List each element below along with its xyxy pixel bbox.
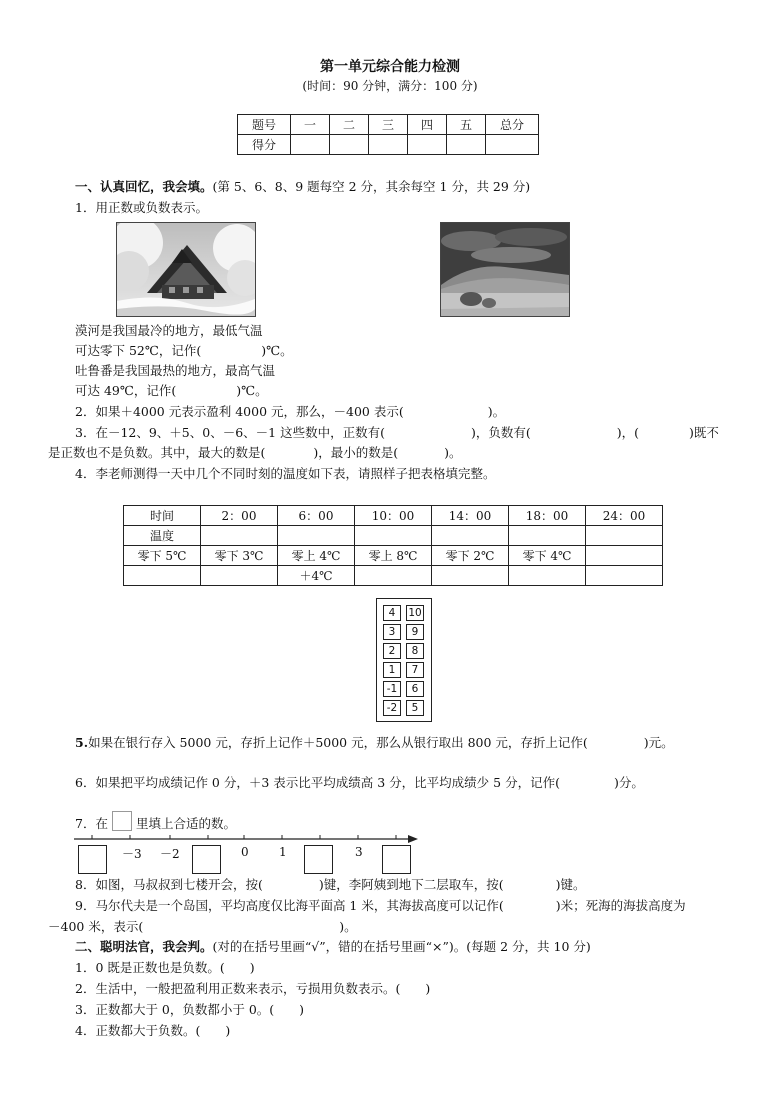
question-8-end: )键。 [555, 877, 586, 892]
score-cell: 总分 [486, 115, 539, 135]
score-cell: 得分 [238, 135, 291, 155]
number-line-label: 1 [279, 845, 287, 859]
question-5-number: 5. [75, 735, 89, 750]
score-cell [369, 135, 408, 155]
question-5 [75, 734, 674, 752]
question-2-end: )。 [487, 404, 506, 419]
question-3-text: 3．在－12、9、＋5、0、－6、－1 这些数中，正数有( [75, 425, 385, 440]
elevator-button[interactable]: -2 [383, 700, 401, 716]
temperature-table [123, 505, 663, 586]
question-1-line-3: 吐鲁番是我国最热的地方，最高气温 [75, 363, 276, 378]
answer-cell[interactable] [509, 566, 586, 586]
question-9-text: 9．马尔代夫是一个岛国，平均高度仅比海平面高 1 米，其海拔高度可以记作( [75, 898, 504, 913]
table-cell: 24：00 [586, 506, 663, 526]
question-1-line-2 [75, 342, 293, 360]
score-cell: 四 [408, 115, 447, 135]
score-cell: 三 [369, 115, 408, 135]
elevator-button[interactable]: 7 [406, 662, 424, 678]
score-cell: 二 [330, 115, 369, 135]
temperature-label-row [124, 526, 663, 546]
question-3-zero-text: )，( [616, 425, 640, 440]
question-4-stem: 4．李老师测得一天中几个不同时刻的温度如下表，请照样子把表格填完整。 [75, 466, 496, 481]
score-cell [486, 135, 539, 155]
question-1-mohe-unit: )℃。 [261, 343, 293, 358]
question-1-turpan-unit: )℃。 [236, 383, 268, 398]
score-cell [291, 135, 330, 155]
elevator-button[interactable]: 2 [383, 643, 401, 659]
question-9-dead-sea-text: －400 米，表示( [48, 919, 144, 934]
table-cell: 14：00 [432, 506, 509, 526]
answer-cell[interactable] [355, 566, 432, 586]
page-title: 第一单元综合能力检测 [320, 59, 460, 75]
question-6-end: )分。 [613, 775, 644, 790]
question-2-text: 2．如果＋4000 元表示盈利 4000 元，那么，－400 表示( [75, 404, 404, 419]
question-3-end: )。 [444, 445, 462, 460]
score-cell [330, 135, 369, 155]
table-cell: 10：00 [355, 506, 432, 526]
question-3-neither-text: )既不 [689, 425, 719, 440]
question-1-mohe-text: 可达零下 52℃，记作( [75, 343, 202, 358]
number-line-label: －3 [122, 847, 142, 861]
question-9-line-1 [75, 897, 686, 915]
page-subtitle: (时间：90 分钟，满分：100 分) [302, 79, 478, 93]
table-cell [586, 526, 663, 546]
question-6-text: 6．如果把平均成绩记作 0 分，＋3 表示比平均成绩高 3 分，比平均成绩少 5 分，记作( [75, 775, 560, 790]
question-3-largest-text: 是正数也不是负数。其中，最大的数是( [48, 445, 266, 460]
temperature-time-row [124, 506, 663, 526]
table-cell [509, 526, 586, 546]
elevator-button[interactable]: 1 [383, 662, 401, 678]
answer-cell[interactable] [201, 566, 278, 586]
snowy-cabin-photo [116, 222, 256, 317]
question-5-end: )元。 [643, 735, 674, 750]
question-8 [75, 876, 586, 894]
question-6 [75, 774, 644, 792]
number-line-label: －2 [160, 847, 180, 861]
answer-cell[interactable] [124, 566, 201, 586]
section-one-note: (第 5、6、8、9 题每空 2 分，其余每空 1 分，共 29 分) [212, 179, 531, 194]
question-1-line-4 [75, 382, 268, 400]
section-one-heading [75, 178, 530, 196]
question-2 [75, 403, 505, 421]
table-cell: ＋4℃ [278, 566, 355, 586]
temperature-words-row [124, 546, 663, 566]
table-cell [201, 526, 278, 546]
elevator-button[interactable]: -1 [383, 681, 401, 697]
question-1-turpan-text: 可达 49℃，记作( [75, 383, 177, 398]
score-table [237, 114, 539, 155]
judge-item: 1．0 既是正数也是负数。( ) [75, 960, 255, 975]
question-3-line-2 [48, 444, 462, 462]
score-cell: 五 [447, 115, 486, 135]
question-3-line-1 [75, 424, 719, 442]
question-5-text: 如果在银行存入 5000 元，存折上记作＋5000 元，那么从银行取出 800 元，存折上记作( [88, 735, 588, 750]
table-cell [432, 526, 509, 546]
number-line-label: 0 [241, 845, 249, 859]
question-7-text-end: 里填上合适的数。 [135, 816, 236, 831]
elevator-button[interactable]: 4 [383, 605, 401, 621]
table-cell: 零下 5℃ [124, 546, 201, 566]
number-line-answer-box[interactable] [304, 845, 333, 874]
elevator-button[interactable]: 5 [406, 700, 424, 716]
question-8-middle: )键，李阿姨到地下二层取车，按( [318, 877, 504, 892]
number-line-label: 3 [355, 845, 363, 859]
elevator-button[interactable]: 9 [406, 624, 424, 640]
table-cell [278, 526, 355, 546]
question-1-line-1: 漠河是我国最冷的地方，最低气温 [75, 323, 263, 338]
table-cell: 零上 8℃ [355, 546, 432, 566]
elevator-panel [376, 598, 432, 722]
elevator-button[interactable]: 3 [383, 624, 401, 640]
desert-mountain-photo [440, 222, 570, 317]
table-cell: 零下 2℃ [432, 546, 509, 566]
question-8-text: 8．如图，马叔叔到七楼开会，按( [75, 877, 263, 892]
table-cell: 时间 [124, 506, 201, 526]
inline-answer-box-icon [112, 811, 132, 831]
section-one-title: 一、认真回忆，我会填。 [75, 179, 213, 194]
table-cell: 零下 3℃ [201, 546, 278, 566]
elevator-button[interactable]: 6 [406, 681, 424, 697]
answer-cell[interactable] [586, 566, 663, 586]
elevator-button[interactable]: 8 [406, 643, 424, 659]
table-cell: 6：00 [278, 506, 355, 526]
number-line-answer-box[interactable] [382, 845, 411, 874]
judge-item: 3．正数都大于 0，负数都小于 0。( ) [75, 1002, 305, 1017]
table-cell: 18：00 [509, 506, 586, 526]
score-cell: 一 [291, 115, 330, 135]
table-cell: 温度 [124, 526, 201, 546]
judge-item: 2．生活中，一般把盈利用正数来表示，亏损用负数表示。( ) [75, 981, 431, 996]
table-cell: 零下 4℃ [509, 546, 586, 566]
table-cell: 2：00 [201, 506, 278, 526]
question-9-middle: )米；死海的海拔高度为 [555, 898, 686, 913]
score-table-header-row [238, 115, 539, 135]
score-table-score-row [238, 135, 539, 155]
question-3-negatives-text: )，负数有( [470, 425, 531, 440]
table-cell [586, 546, 663, 566]
question-7-text: 7．在 [75, 816, 108, 831]
score-cell: 题号 [238, 115, 291, 135]
table-cell [355, 526, 432, 546]
temperature-numbers-row [124, 566, 663, 586]
question-1-stem: 1．用正数或负数表示。 [75, 200, 208, 215]
number-line-answer-box[interactable] [192, 845, 221, 874]
question-9-line-2 [48, 918, 357, 936]
section-two-note: (对的在括号里画“√”，错的在括号里画“×”)。(每题 2 分，共 10 分) [212, 939, 591, 954]
section-two-title: 二、聪明法官，我会判。 [75, 939, 213, 954]
elevator-button[interactable]: 10 [406, 605, 424, 621]
number-line-answer-box[interactable] [78, 845, 107, 874]
answer-cell[interactable] [432, 566, 509, 586]
score-cell [447, 135, 486, 155]
judge-item: 4．正数都大于负数。( ) [75, 1023, 231, 1038]
score-cell [408, 135, 447, 155]
question-9-end: )。 [339, 919, 357, 934]
section-two-heading [75, 938, 591, 956]
question-3-smallest-text: )，最小的数是( [313, 445, 399, 460]
table-cell: 零上 4℃ [278, 546, 355, 566]
